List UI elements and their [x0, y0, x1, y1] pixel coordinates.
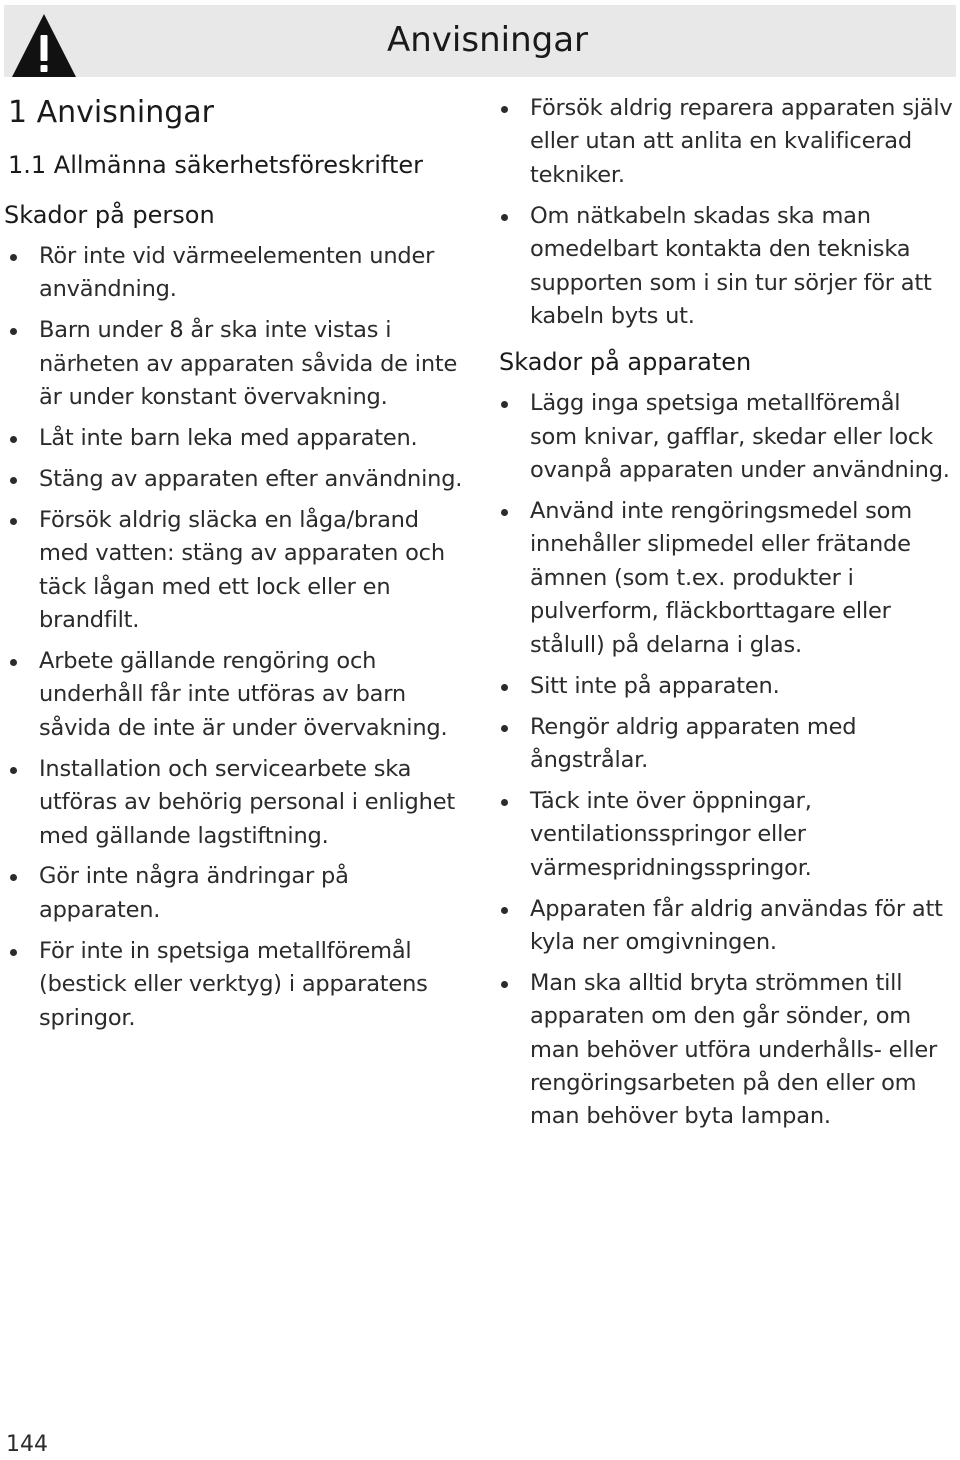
- subsection-heading-appliance-damage: Skador på apparaten: [499, 348, 752, 377]
- bullet-icon: [501, 509, 508, 516]
- list-item: Täck inte över öppningar, ventilationsspringor eller värmespridningsspringor.: [499, 785, 954, 885]
- list-item: Apparaten får aldrig användas för att kyla ner omgivningen.: [499, 893, 954, 960]
- right-column: [499, 92, 954, 1146]
- personal-injury-list: [8, 240, 468, 1035]
- bullet-icon: [10, 874, 17, 881]
- left-column: [4, 92, 468, 1047]
- chapter-heading: 1 Anvisningar: [8, 95, 215, 130]
- header-title: Anvisningar: [387, 20, 589, 60]
- header-bar: [4, 5, 956, 77]
- bullet-icon: [501, 401, 508, 408]
- bullet-icon: [10, 328, 17, 335]
- section-heading: 1.1 Allmänna säkerhetsföreskrifter: [8, 151, 423, 179]
- bullet-icon: [10, 436, 17, 443]
- list-item: Lägg inga spetsiga metallföremål som knivar, gafflar, skedar eller lock ovanpå apparaten under användning.: [499, 387, 954, 487]
- list-item: Gör inte några ändringar på apparaten.: [8, 860, 468, 927]
- subsection-heading-personal-injury: Skador på person: [4, 201, 215, 229]
- list-item: Sitt inte på apparaten.: [499, 670, 954, 703]
- bullet-icon: [501, 799, 508, 806]
- warning-triangle-icon: [10, 11, 78, 79]
- bullet-icon: [501, 106, 508, 113]
- list-item: Låt inte barn leka med apparaten.: [8, 422, 468, 455]
- bullet-icon: [501, 725, 508, 732]
- list-item: Stäng av apparaten efter användning.: [8, 463, 468, 496]
- list-item: Försök aldrig släcka en låga/brand med vatten: stäng av apparaten och täck lågan med ett lock eller en brandfilt.: [8, 504, 468, 638]
- list-item: Rör inte vid värmeelementen under användning.: [8, 240, 468, 307]
- bullet-icon: [501, 214, 508, 221]
- bullet-icon: [10, 518, 17, 525]
- bullet-icon: [10, 659, 17, 666]
- list-item: Försök aldrig reparera apparaten själv eller utan att anlita en kvalificerad tekniker.: [499, 92, 954, 192]
- bullet-icon: [10, 767, 17, 774]
- list-item: Arbete gällande rengöring och underhåll får inte utföras av barn såvida de inte är under övervakning.: [8, 645, 468, 745]
- bullet-icon: [10, 477, 17, 484]
- list-item: Installation och servicearbete ska utföras av behörig personal i enlighet med gällande lagstiftning.: [8, 753, 468, 853]
- personal-injury-list-continued: [499, 92, 954, 333]
- list-item: För inte in spetsiga metallföremål (bestick eller verktyg) i apparatens springor.: [8, 935, 468, 1035]
- appliance-damage-list: [499, 387, 954, 1134]
- list-item: Använd inte rengöringsmedel som innehåller slipmedel eller frätande ämnen (som t.ex. produkter i pulverform, fläckborttagare eller stålull) på delarna i glas.: [499, 495, 954, 662]
- bullet-icon: [501, 684, 508, 691]
- list-item: Man ska alltid bryta strömmen till apparaten om den går sönder, om man behöver utföra underhålls- eller rengöringsarbeten på den eller om man behöver byta lampan.: [499, 967, 954, 1134]
- bullet-icon: [10, 949, 17, 956]
- page-number: 144: [6, 1432, 48, 1457]
- bullet-icon: [501, 907, 508, 914]
- bullet-icon: [501, 981, 508, 988]
- bullet-icon: [10, 254, 17, 261]
- list-item: Rengör aldrig apparaten med ångstrålar.: [499, 711, 954, 778]
- list-item: Barn under 8 år ska inte vistas i närheten av apparaten såvida de inte är under konstant övervakning.: [8, 314, 468, 414]
- list-item: Om nätkabeln skadas ska man omedelbart kontakta den tekniska supporten som i sin tur sörjer för att kabeln byts ut.: [499, 200, 954, 334]
